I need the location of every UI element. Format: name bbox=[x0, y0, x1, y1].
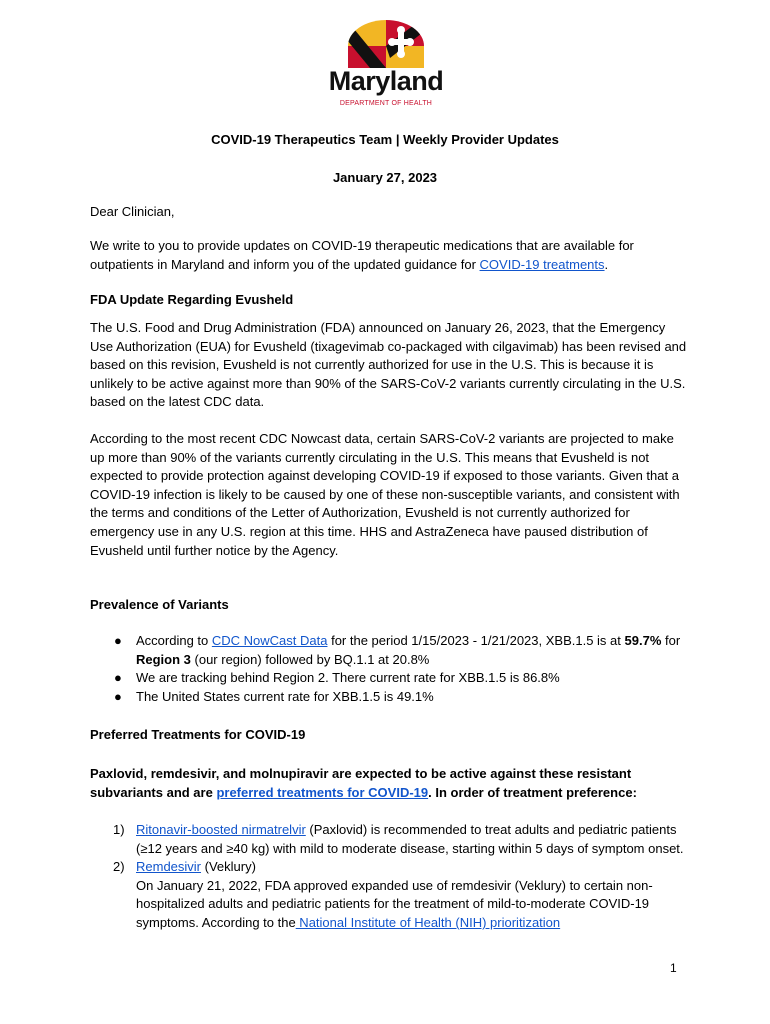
list-number: 2) bbox=[113, 859, 125, 875]
list-item bbox=[90, 858, 690, 932]
bullet-icon: ● bbox=[114, 688, 122, 704]
intro-paragraph bbox=[90, 237, 690, 274]
treatments-heading: Preferred Treatments for COVID-19 bbox=[90, 727, 306, 742]
list-item bbox=[90, 688, 690, 707]
bullet-text: for bbox=[661, 633, 681, 648]
list-number: 1) bbox=[113, 822, 125, 837]
variants-heading: Prevalence of Variants bbox=[90, 597, 229, 612]
bullet-text: (our region) followed by BQ.1.1 at 20.8% bbox=[190, 651, 430, 667]
logo-department: DEPARTMENT OF HEALTH bbox=[339, 100, 433, 107]
logo-wordmark: Maryland bbox=[328, 66, 444, 96]
treatments-intro-text: Paxlovid, remdesivir, and molnupiravir are expected to be active against these resistant subvariants and are bbox=[90, 766, 632, 800]
bullet-text: for the period 1/15/2023 - 1/21/2023, XBB.1.5 is at bbox=[327, 633, 625, 648]
page-number: 1 bbox=[670, 961, 677, 975]
bullet-text: We are tracking behind Region 2. There current rate for XBB.1.5 is 86.8% bbox=[136, 670, 560, 686]
treatments-intro bbox=[90, 765, 690, 802]
remdesivir-link[interactable]: Remdesivir bbox=[136, 859, 202, 875]
maryland-health-logo bbox=[324, 20, 448, 112]
treatments-intro-end: . In order of treatment preference: bbox=[428, 784, 637, 800]
list-item bbox=[90, 632, 690, 669]
xbb-percentage: 59.7% bbox=[624, 633, 662, 648]
maryland-flag-icon bbox=[346, 20, 426, 68]
nirmatrelvir-link[interactable]: Ritonavir-boosted nirmatrelvir bbox=[136, 822, 306, 837]
cdc-nowcast-link[interactable]: CDC NowCast Data bbox=[211, 633, 328, 648]
bullet-text: According to bbox=[136, 633, 212, 648]
list-item bbox=[90, 821, 690, 858]
list-item bbox=[90, 669, 690, 688]
bullet-icon: ● bbox=[114, 633, 122, 648]
bullet-text: The United States current rate for XBB.1.5 is 49.1% bbox=[136, 688, 434, 704]
fda-paragraph-1: The U.S. Food and Drug Administration (FDA) announced on January 26, 2023, that the Emergency Use Authorization (EUA) for Evusheld (tixagevimab co-packaged with cilgavimab) has been revised and based on this revision, Evusheld is not currently authorized for use in the U.S. This is because it is unlikely to be active against more than 90% of the SARS-CoV-2 variants currently circulating in the U.S. based on the latest CDC data. bbox=[90, 320, 687, 410]
list-item-text: (Veklury) bbox=[201, 859, 256, 875]
intro-end: . bbox=[604, 256, 609, 272]
list-item-text: (Paxlovid) is recommended to treat adults and pediatric patients (≥12 years and ≥40 kg) with mild to moderate disease, starting within 5 days of symptom onset. bbox=[136, 822, 684, 856]
fda-paragraph-2: According to the most recent CDC Nowcast data, certain SARS-CoV-2 variants are projected to make up more than 90% of the variants currently circulating in the U.S. This means that Evusheld is not expected to provide protection against developing COVID-19 if exposed to those variants. Given that a COVID-19 infection is likely to be caused by one of these non-susceptible variants, and consistent with the terms and conditions of the Letter of Authorization, Evusheld is not currently authorized for emergency use in any U.S. region at this time. HHS and AstraZeneca have paused distribution of Evusheld until further notice by the Agency. bbox=[90, 431, 680, 558]
intro-text: We write to you to provide updates on COVID-19 therapeutic medications that are available for outpatients in Maryland and inform you of the updated guidance for bbox=[90, 238, 634, 272]
region-label: Region 3 bbox=[136, 651, 191, 667]
variants-list bbox=[90, 632, 690, 706]
preferred-treatments-link[interactable]: preferred treatments for COVID-19 bbox=[216, 784, 429, 800]
document-title: COVID-19 Therapeutics Team | Weekly Provider Updates bbox=[211, 132, 559, 147]
greeting: Dear Clinician, bbox=[90, 204, 175, 219]
nih-prioritization-link[interactable]: National Institute of Health (NIH) prioritization bbox=[295, 914, 561, 930]
bullet-icon: ● bbox=[114, 670, 122, 686]
document-date: January 27, 2023 bbox=[332, 170, 438, 185]
covid-treatments-link[interactable]: COVID-19 treatments bbox=[479, 256, 605, 272]
list-item-detail: On January 21, 2022, FDA approved expanded use of remdesivir (Veklury) to certain non-hospitalized adults and pediatric patients for the treatment of mild-to-moderate COVID-19 symptoms. According to the bbox=[136, 877, 653, 930]
fda-heading: FDA Update Regarding Evusheld bbox=[90, 292, 294, 307]
treatments-list bbox=[90, 821, 690, 933]
